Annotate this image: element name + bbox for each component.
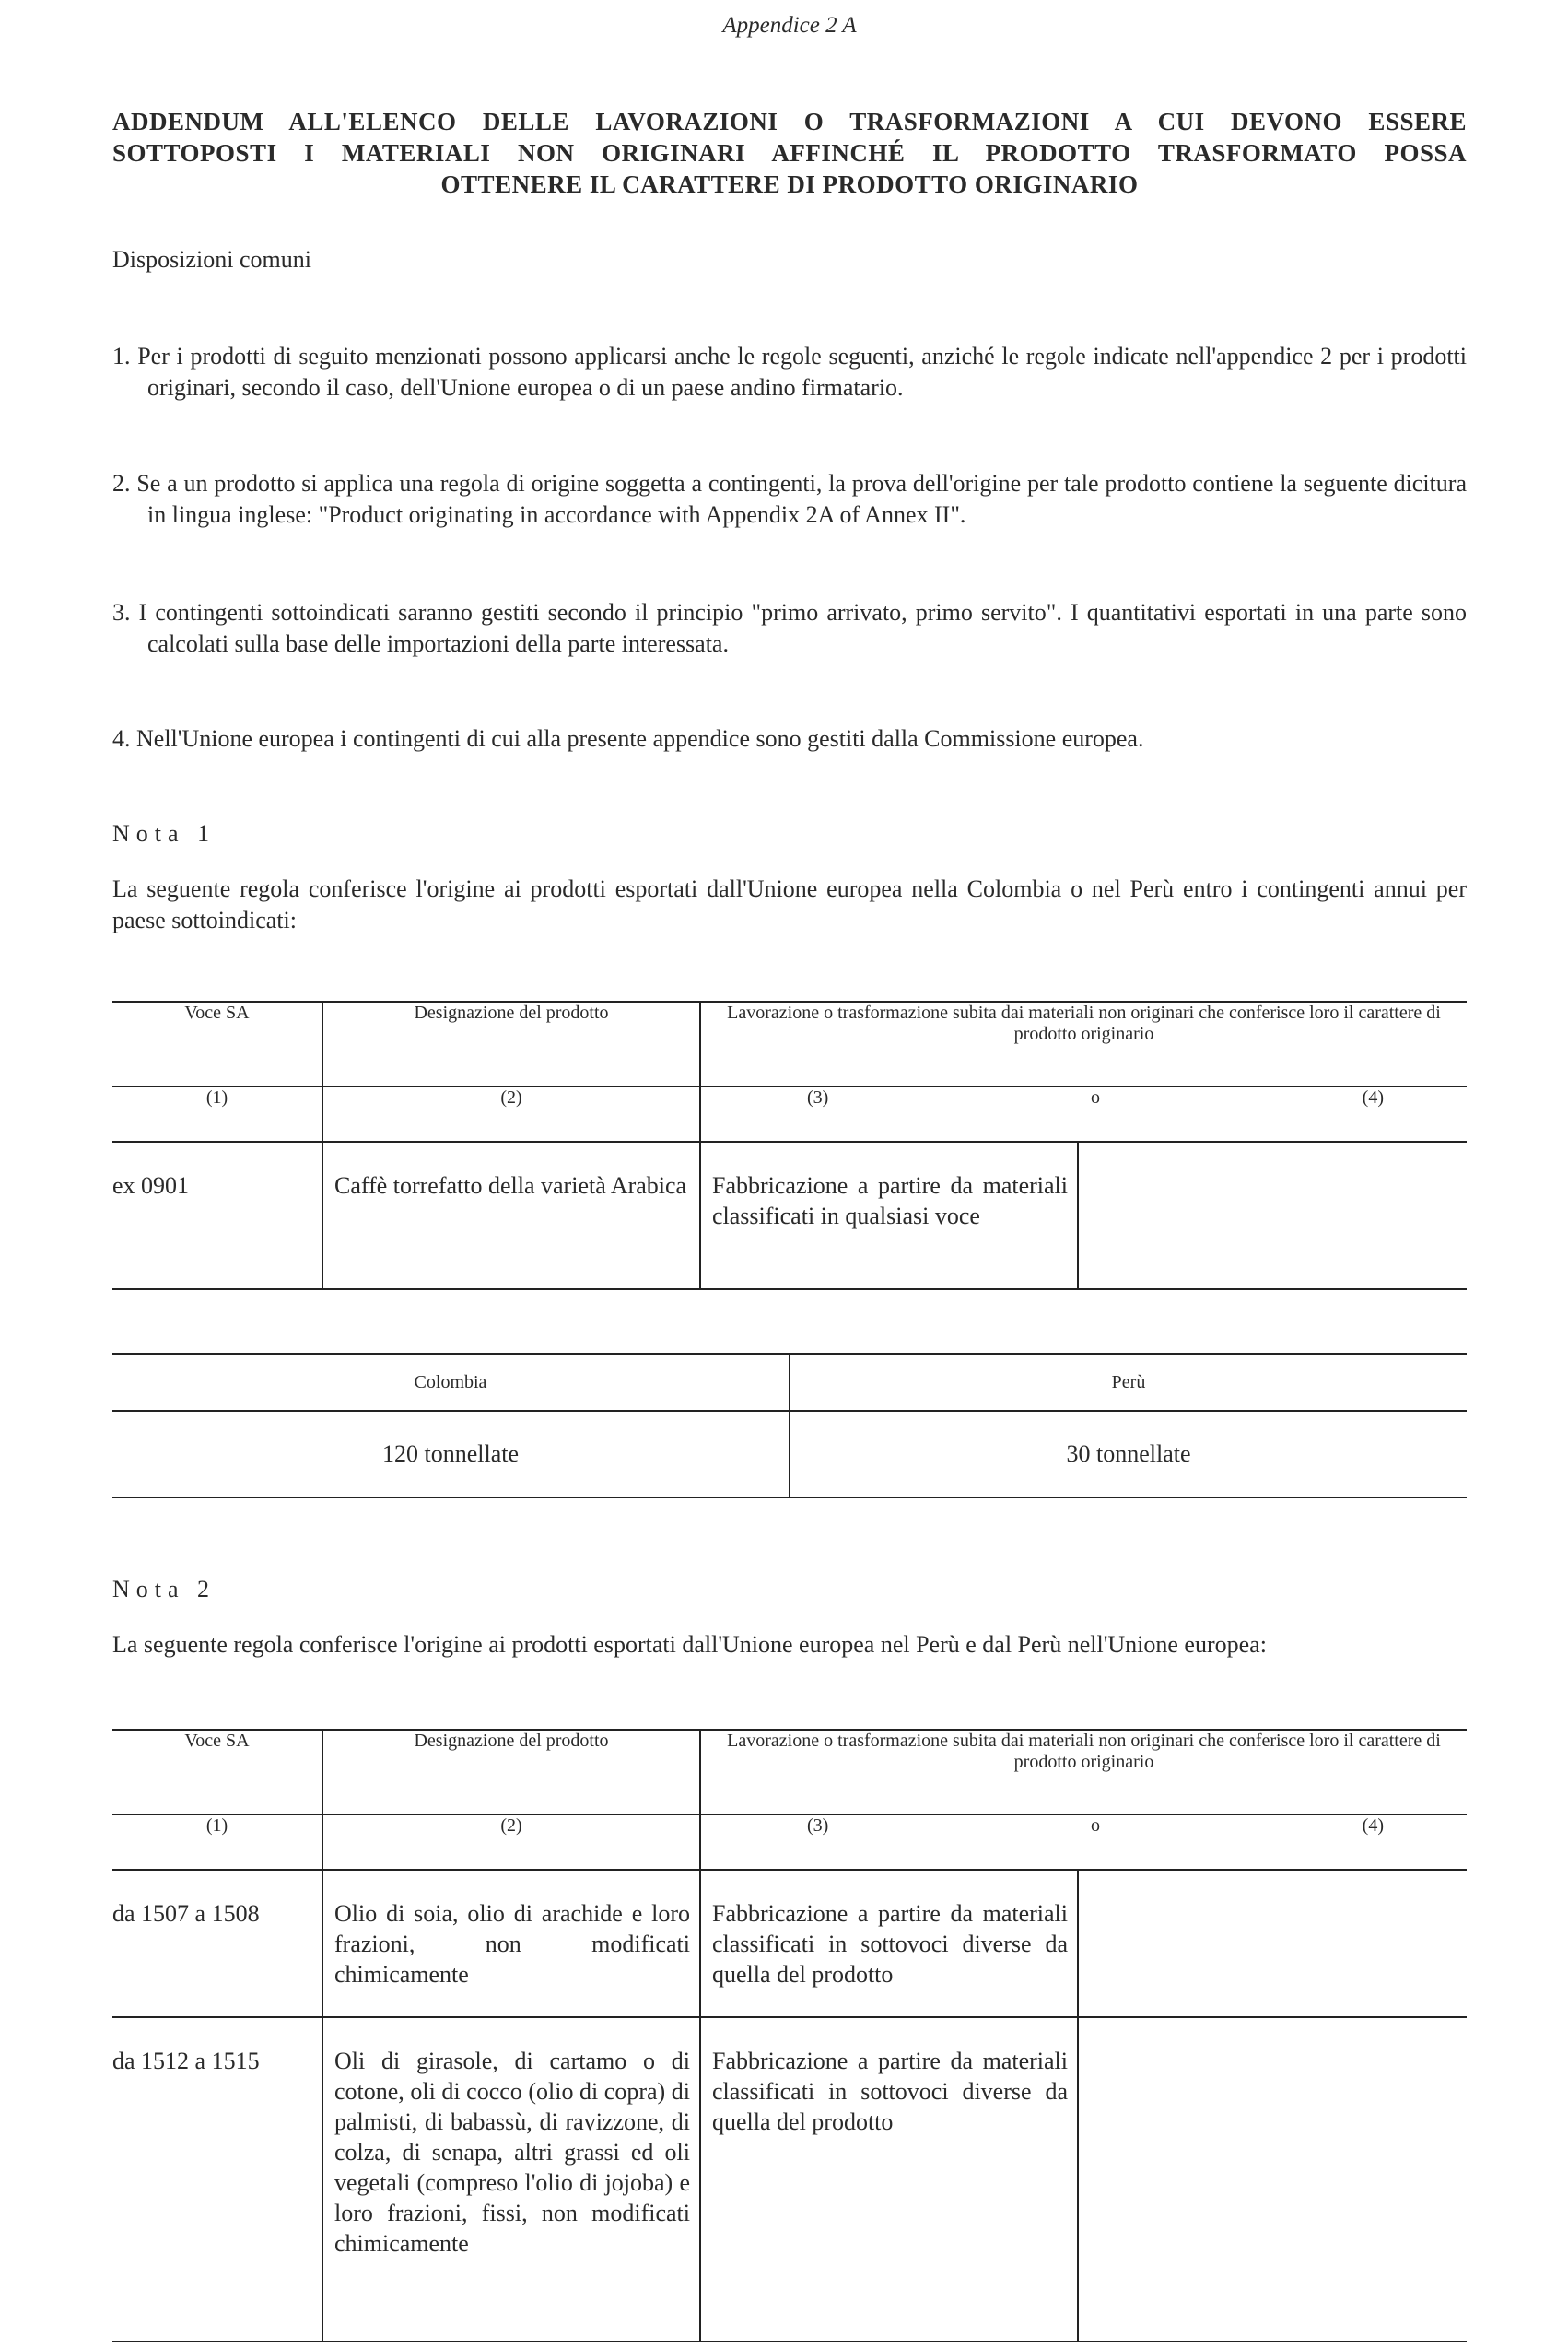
col-number-1: (1) — [112, 1086, 322, 1142]
quota-country-peru: Perù — [790, 1354, 1467, 1411]
col-number-4: (4) — [1362, 1815, 1384, 1836]
table-header-row — [112, 1730, 1467, 1814]
row-col3: Fabbricazione a partire da materiali classificati in sottovoci diverse da quella del prodotto — [700, 2017, 1078, 2342]
col-number-or: o — [1091, 1087, 1100, 1108]
table-header-row — [112, 1002, 1467, 1086]
row-col4 — [1078, 2017, 1467, 2342]
col-number-2: (2) — [322, 1086, 700, 1142]
row-col3: Fabbricazione a partire da materiali classificati in sottovoci diverse da quella del prodotto — [700, 1870, 1078, 2017]
row-designazione: Caffè torrefatto della varietà Arabica — [322, 1142, 700, 1289]
note-1-text: La seguente regola conferisce l'origine ai prodotti esportati dall'Unione europea nella Colombia o nel Perù entro i contingenti annui per paese sottoindicati: — [112, 875, 1467, 933]
quota-value-peru: 30 tonnellate — [790, 1411, 1467, 1497]
title-line-3: OTTENERE IL CARATTERE DI PRODOTTO ORIGINARIO — [440, 170, 1139, 198]
col-number-4: (4) — [1362, 1087, 1384, 1108]
document-title — [112, 106, 1467, 200]
col-number-or: o — [1091, 1815, 1100, 1836]
note-1-quota-table — [112, 1353, 1467, 1498]
note-2-text: La seguente regola conferisce l'origine ai prodotti esportati dall'Unione europea nel Perù e dal Perù nell'Unione europea: — [112, 1631, 1267, 1658]
header-voce: Voce SA — [112, 1730, 322, 1814]
table-number-row — [112, 1086, 1467, 1142]
col-number-2: (2) — [322, 1814, 700, 1870]
row-designazione: Olio di soia, olio di arachide e loro frazioni, non modificati chimicamente — [322, 1870, 700, 2017]
col-number-3-4 — [700, 1086, 1467, 1142]
row-col4 — [1078, 1142, 1467, 1289]
provision-4: 4. Nell'Unione europea i contingenti di cui alla presente appendice sono gestiti dalla Commissione europea. — [112, 725, 1144, 752]
quota-country-colombia: Colombia — [112, 1354, 790, 1411]
section-heading: Disposizioni comuni — [112, 246, 311, 273]
provision-3: 3. I contingenti sottoindicati saranno gestiti secondo il principio "primo arrivato, primo servito". I quantitativi esportati in una parte sono calcolati sulla base delle importazioni della parte interessata. — [112, 599, 1467, 657]
col-number-1: (1) — [112, 1814, 322, 1870]
row-col3: Fabbricazione a partire da materiali classificati in qualsiasi voce — [700, 1142, 1078, 1289]
header-designazione: Designazione del prodotto — [322, 1002, 700, 1086]
provision-1: 1. Per i prodotti di seguito menzionati possono applicarsi anche le regole seguenti, anziché le regole indicate nell'appendice 2 per i prodotti originari, secondo il caso, dell'Unione europea o di un paese andino firmatario. — [112, 343, 1467, 401]
provision-2: 2. Se a un prodotto si applica una regola di origine soggetta a contingenti, la prova dell'origine per tale prodotto contiene la seguente dicitura in lingua inglese: "Product originating in accordance with Appendix 2A of Annex II". — [112, 470, 1467, 528]
row-designazione: Oli di girasole, di cartamo o di cotone, oli di cocco (olio di copra) di palmisti, di babassù, di ravizzone, di colza, di senapa, altri grassi ed oli vegetali (compreso l'olio di jojoba) e loro frazioni, fissi, non modificati chimicamente — [322, 2017, 700, 2342]
title-line-1: ADDENDUM ALL'ELENCO DELLE LAVORAZIONI O TRASFORMAZIONI A CUI DEVONO ESSERE — [112, 108, 1467, 135]
col-number-3-4 — [700, 1814, 1467, 1870]
table-row — [112, 2017, 1467, 2342]
quota-value-colombia: 120 tonnellate — [112, 1411, 790, 1497]
note-2-heading: Nota 2 — [112, 1576, 216, 1603]
row-voce: da 1512 a 1515 — [112, 2017, 322, 2342]
title-line-2: SOTTOPOSTI I MATERIALI NON ORIGINARI AFFINCHÉ IL PRODOTTO TRASFORMATO POSSA — [112, 139, 1467, 167]
quota-value-row — [112, 1411, 1467, 1497]
note-1-rules-table — [112, 1001, 1467, 1290]
col-number-3: (3) — [807, 1815, 829, 1836]
row-voce: ex 0901 — [112, 1142, 322, 1289]
col-number-3: (3) — [807, 1087, 829, 1108]
header-lavorazione: Lavorazione o trasformazione subita dai materiali non originari che conferisce loro il carattere di prodotto originario — [700, 1730, 1467, 1814]
appendix-label: Appendice 2 A — [722, 13, 857, 38]
row-col4 — [1078, 1870, 1467, 2017]
header-designazione: Designazione del prodotto — [322, 1730, 700, 1814]
header-voce: Voce SA — [112, 1002, 322, 1086]
table-number-row — [112, 1814, 1467, 1870]
quota-header-row — [112, 1354, 1467, 1411]
row-voce: da 1507 a 1508 — [112, 1870, 322, 2017]
table-row — [112, 1870, 1467, 2017]
note-1-heading: Nota 1 — [112, 820, 216, 847]
note-2-rules-table — [112, 1729, 1467, 2342]
header-lavorazione: Lavorazione o trasformazione subita dai materiali non originari che conferisce loro il carattere di prodotto originario — [700, 1002, 1467, 1086]
table-row — [112, 1142, 1467, 1289]
